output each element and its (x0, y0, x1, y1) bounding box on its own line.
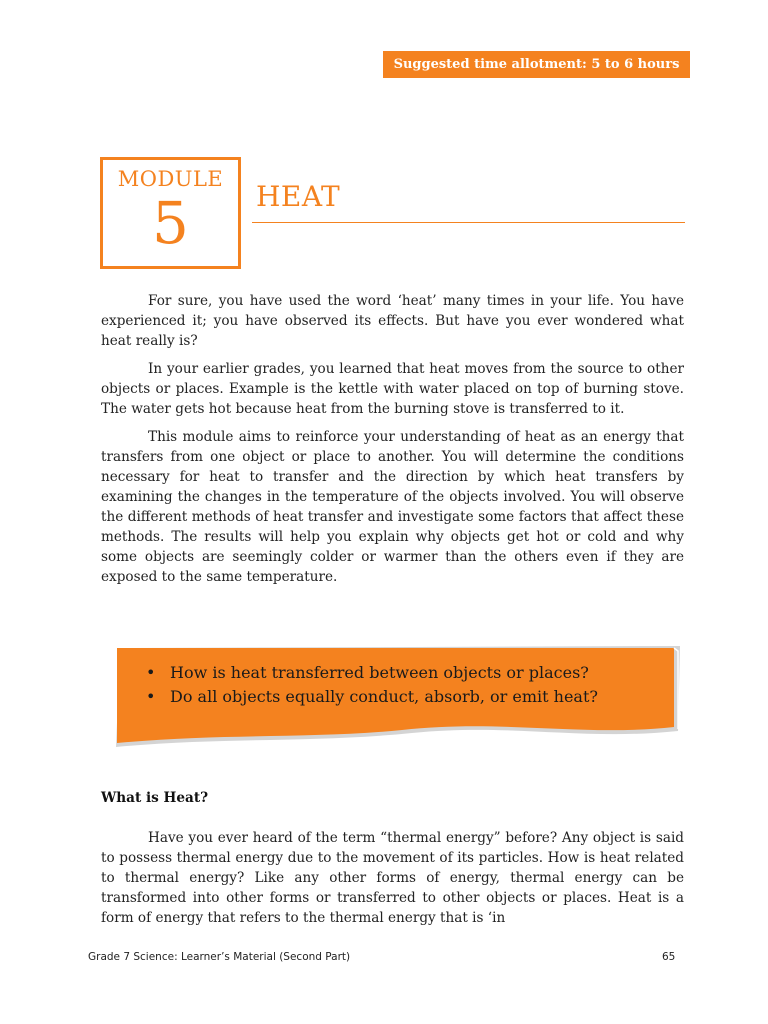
section-text (101, 828, 684, 936)
footer-source: Grade 7 Science: Learner’s Material (Second Part) (88, 951, 351, 963)
page-number: 65 (662, 951, 676, 963)
guide-questions-box (112, 645, 684, 755)
question-item (140, 661, 598, 685)
intro-text (101, 291, 684, 595)
intro-paragraph: This module aims to reinforce your understanding of heat as an energy that transfers from one object or place to another. You will determine the conditions necessary for heat to transfer and the direction by which heat transfers by examining the changes in the temperature of the objects involved. You will observe the different methods of heat transfer and investigate some factors that affect these methods. The results will help you explain why objects get hot or cold and why some objects are seemingly colder or warmer than the others even if they are exposed to the same temperature. (101, 429, 684, 585)
bullet-icon: • (146, 687, 156, 706)
module-box (100, 157, 241, 269)
bullet-icon: • (146, 663, 156, 682)
module-label: MODULE (117, 167, 224, 191)
intro-paragraph: For sure, you have used the word ‘heat’ many times in your life. You have experienced it; you have observed its effects. But have you ever wondered what heat really is? (101, 293, 684, 349)
guide-questions (140, 661, 598, 709)
intro-paragraph: In your earlier grades, you learned that heat moves from the source to other objects or places. Example is the kettle with water placed on top of burning stove. The water gets hot because heat from the burning stove is transferred to it. (101, 361, 684, 417)
section-paragraph: Have you ever heard of the term “thermal energy” before? Any object is said to possess thermal energy due to the movement of its particles. How is heat related to thermal energy? Like any other forms of energy, thermal energy can be transformed into other forms or transferred to other objects or places. Heat is a form of energy that refers to the thermal energy that is ‘in (101, 830, 684, 926)
question-item (140, 685, 598, 709)
module-title: HEAT (256, 180, 341, 213)
title-underline (252, 222, 685, 223)
section-heading: What is Heat? (101, 790, 209, 806)
question-text: Do all objects equally conduct, absorb, or emit heat? (170, 687, 598, 706)
module-number: 5 (152, 189, 189, 257)
time-allotment-badge: Suggested time allotment: 5 to 6 hours (383, 51, 690, 78)
question-text: How is heat transferred between objects or places? (170, 663, 589, 682)
